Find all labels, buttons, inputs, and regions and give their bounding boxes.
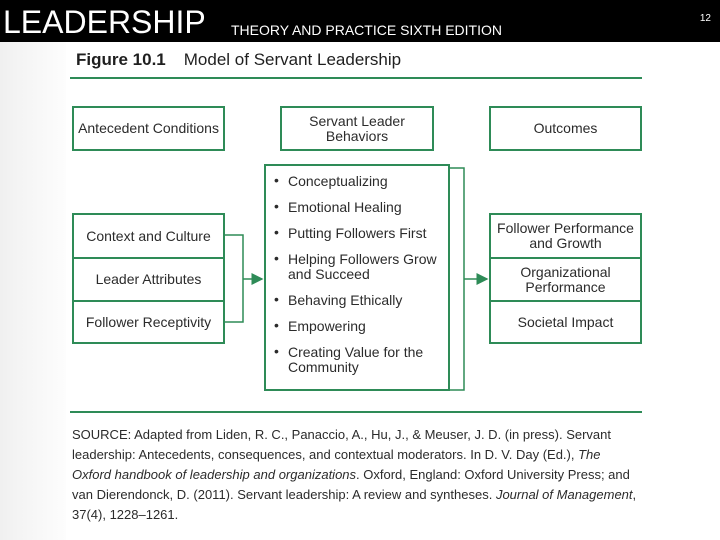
outcomes-header-label: Outcomes	[533, 120, 598, 136]
outcome-item: Societal Impact	[517, 313, 614, 330]
book-subtitle: THEORY AND PRACTICE SIXTH EDITION	[231, 22, 502, 38]
source-citation	[72, 425, 638, 525]
outcome-item: Organizational Performance	[491, 259, 640, 302]
antecedent-item: Leader Attributes	[74, 259, 223, 302]
list-item: • Helping Followers Grow and Succeed	[274, 250, 437, 282]
left-gutter	[0, 42, 66, 540]
behavior-label: Creating Value for the Community	[288, 344, 424, 375]
behavior-label: Conceptualizing	[288, 173, 388, 189]
slide-header-bar	[0, 0, 720, 42]
behavior-label: Emotional Healing	[288, 199, 402, 215]
source-text-1: SOURCE: Adapted from Liden, R. C., Panaccio, A., Hu, J., & Meuser, J. D. (in press). Servant leadership: Antecedents, consequences, and contextual moderators. In D. V. Day (Ed.),	[72, 427, 611, 462]
behaviors-list	[272, 174, 444, 375]
behavior-label: Helping Followers Grow and Succeed	[288, 251, 437, 282]
list-item: • Emotional Healing	[274, 198, 402, 215]
list-item: • Behaving Ethically	[274, 291, 403, 308]
source-text-3: , 37(4), 1228–1261.	[72, 487, 637, 522]
list-item: • Putting Followers First	[274, 224, 427, 241]
figure-panel	[66, 42, 648, 522]
behaviors-list-box	[264, 164, 450, 391]
source-text-2: . Oxford, England: Oxford University Press; and van Dierendonck, D. (2011). Servant leadership: A review and syntheses.	[72, 467, 630, 502]
source-book-title: The Oxford handbook of leadership and organizations	[72, 447, 601, 482]
behavior-label: Putting Followers First	[288, 225, 427, 241]
behaviors-header-label: Servant Leader Behaviors	[309, 112, 405, 144]
list-item: • Empowering	[274, 317, 366, 334]
behavior-label: Empowering	[288, 318, 366, 334]
page-number: 12	[699, 13, 711, 24]
figure-number: Figure 10.1	[76, 50, 166, 69]
source-rule	[70, 411, 642, 413]
outcome-item: Follower Performance and Growth	[491, 215, 640, 259]
brand-title: LEADERSHIP	[3, 4, 206, 40]
list-item: • Conceptualizing	[274, 172, 388, 189]
behavior-label: Behaving Ethically	[288, 292, 403, 308]
antecedent-item: Context and Culture	[74, 215, 223, 259]
list-item: • Creating Value for the Community	[274, 343, 424, 375]
antecedent-header-label: Antecedent Conditions	[78, 120, 219, 136]
antecedent-item: Follower Receptivity	[85, 313, 212, 330]
source-journal-title: Journal of Management	[495, 487, 633, 502]
figure-caption: Model of Servant Leadership	[183, 50, 402, 69]
